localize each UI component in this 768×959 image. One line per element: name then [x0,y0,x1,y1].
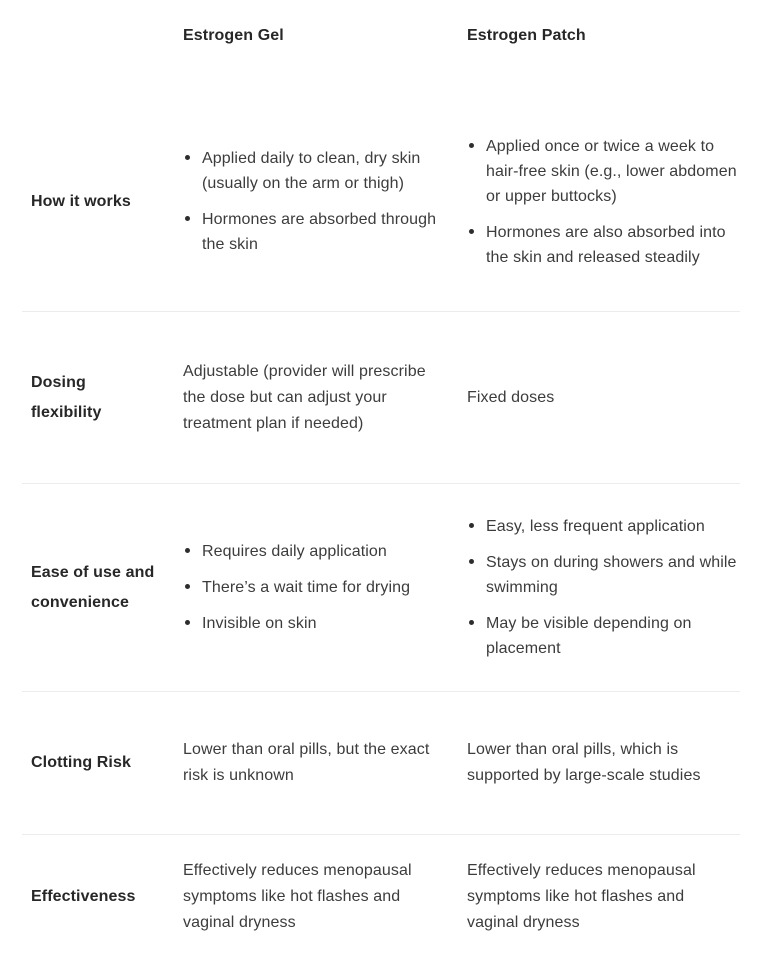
cell-text: Adjustable (provider will prescribe the dose but can adjust your treatment plan if needed) [183,362,426,432]
bullet-item: Applied once or twice a week to hair-free skin (e.g., lower abdomen or upper buttocks) [467,134,740,209]
bullet-list [467,134,740,270]
cell-text: Lower than oral pills, which is supported by large-scale studies [467,741,701,784]
column-header-estrogen-patch: Estrogen Patch [467,27,586,44]
column-header-estrogen-gel: Estrogen Gel [183,27,284,44]
bullet-item: Stays on during showers and while swimming [467,550,740,600]
bullet-item: Invisible on skin [183,611,445,636]
row-label-effectiveness: Effectiveness [31,888,136,905]
cell-text: Effectively reduces menopausal symptoms like hot flashes and vaginal dryness [183,862,412,931]
row-ease-of-use [22,484,740,692]
cell-gel-dosing-flexibility [183,359,467,437]
cell-patch-ease-of-use [467,514,740,661]
cell-gel-effectiveness [183,858,467,936]
bullet-list [183,539,467,636]
cell-gel-clotting-risk [183,737,467,789]
row-dosing-flexibility [22,312,740,484]
bullet-item: Easy, less frequent application [467,514,740,539]
bullet-list [183,146,467,257]
bullet-item: May be visible depending on placement [467,611,740,661]
cell-patch-effectiveness [467,858,740,936]
cell-gel-ease-of-use [183,539,467,636]
row-how-it-works [22,92,740,312]
bullet-item: Applied daily to clean, dry skin (usually on the arm or thigh) [183,146,445,196]
cell-patch-clotting-risk [467,737,740,789]
cell-gel-how-it-works [183,146,467,257]
cell-text: Fixed doses [467,388,555,406]
bullet-item: Hormones are also absorbed into the skin and released steadily [467,220,740,270]
row-clotting-risk [22,692,740,835]
bullet-item: Hormones are absorbed through the skin [183,207,445,257]
row-label-how-it-works: How it works [31,192,131,210]
row-label-ease-of-use: Ease of use and convenience [31,563,155,611]
bullet-item: There’s a wait time for drying [183,575,445,600]
row-label-dosing-flexibility: Dosing flexibility [31,373,102,421]
cell-text: Lower than oral pills, but the exact risk is unknown [183,741,430,784]
row-label-clotting-risk: Clotting Risk [31,754,131,771]
cell-patch-how-it-works [467,134,740,270]
cell-text: Effectively reduces menopausal symptoms like hot flashes and vaginal dryness [467,862,696,931]
header-row [22,0,740,92]
bullet-item: Requires daily application [183,539,445,564]
row-effectiveness [22,835,740,959]
bullet-list [467,514,740,661]
cell-patch-dosing-flexibility [467,385,740,411]
